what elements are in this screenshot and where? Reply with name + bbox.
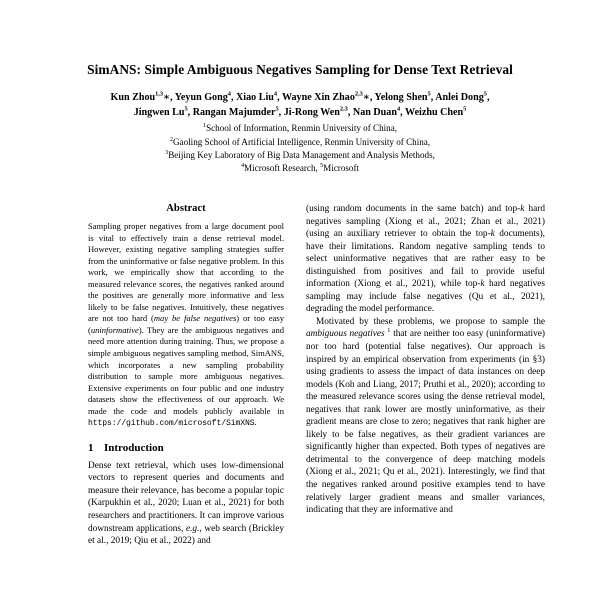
author-line-2: Jingwen Lu$^5$, Rangan Majumder$^5$, Ji-Rong Wen$^{2,3}$, Nan Duan$^4$, Weizhu Chen$^5$ xyxy=(133,105,467,118)
section-title: Introduction xyxy=(104,441,164,454)
affiliation-item: $^2$Gaoling School of Artificial Intelligence, Renmin University of China, xyxy=(169,135,431,147)
introduction-paragraph: Dense text retrieval, which uses low-dimensional vectors to represent queries and documents and measure their relevance, has become a popular topic (Karpukhin et al., 2020; Luan et al., 2021) for both researchers and practitioners. It can improve various downstream applications, e.g., web search (Brickley et al., 2019; Qiu et al., 2022) and xyxy=(88,460,284,547)
section-heading-introduction xyxy=(88,442,284,454)
affiliation-item: $^4$Microsoft Research, $^5$Microsoft xyxy=(240,162,360,174)
right-paragraph-1: (using random documents in the same batch) and top-k hard negatives sampling (Xiong et al., 2021; Zhan et al., 2021) (using an auxiliary retriever to obtain the top-k documents), have their limitations. Random negative sampling tends to select uninformative negatives that are rather easy to be distinguished from positives and fail to provide useful information (Xiong et al., 2021), while top-k hard negatives sampling may include false negatives (Qu et al., 2021), degrading the model performance. xyxy=(306,204,545,315)
section-number: 1 xyxy=(88,441,94,454)
affiliation-list xyxy=(0,120,600,176)
author-line-1: Kun Zhou$^{1,3}$∗, Yeyun Gong$^4$, Xiao Liu$^4$, Wayne Xin Zhao$^{2,3}$∗, Yelong Shen$^5$, Anlei Dong$^5$, xyxy=(110,90,490,104)
abstract-heading: Abstract xyxy=(166,203,206,214)
affiliation-item: $^3$Beijing Key Laboratory of Big Data Management and Analysis Methods, xyxy=(165,149,435,161)
abstract-body: Sampling proper negatives from a large document pool is vital to effectively train a dense retrieval model. However, existing negative sampling strategies suffer from the uninformative or false negative problem. In this work, we empirically show that according to the measured relevance scores, the negatives ranked around the positives are generally more informative and less likely to be false negatives. Intuitively, these negatives are not too hard (may be false negatives) or too easy (uninformative). They are the ambiguous negatives and need more attention during training. Thus, we propose a simple ambiguous negatives sampling method, SimANS, which incorporates a new sampling probability distribution to sample more ambiguous negatives. Extensive experiments on four public and one industry datasets show the effectiveness of our approach. We made the code and models publicly available in https://github.com/microsoft/SimXNS. xyxy=(88,221,285,429)
page-title: SimANS: Simple Ambiguous Negatives Sampling for Dense Text Retrieval xyxy=(87,62,513,77)
right-column xyxy=(300,203,600,600)
affiliation-item: $^1$School of Information, Renmin University of China, xyxy=(202,122,398,134)
right-paragraph-2: Motivated by these problems, we propose to sample the ambiguous negatives $^1$ that are neither too easy (uninformative) nor too hard (potential false negatives). Our approach is inspired by an empirical observation from experiments (in §3) using gradients to assess the impact of data instances on deep models (Koh and Liang, 2017; Pruthi et al., 2020); according to the measured relevance scores using the dense retrieval model, negatives that rank lower are mostly uninformative, as their gradient means are close to zero; negatives that rank higher are likely to be false negatives, as their gradient variances are significantly higher than expected. Both types of negatives are detrimental to the convergence of deep matching models (Xiong et al., 2021; Qu et al., 2021). Interestingly, we find that the negatives ranked around positive examples tend to have relatively larger gradient means and smaller variances, indicating that they are informative and xyxy=(306,316,545,516)
left-column xyxy=(0,203,300,600)
body-columns xyxy=(0,203,600,600)
author-list xyxy=(0,78,600,120)
